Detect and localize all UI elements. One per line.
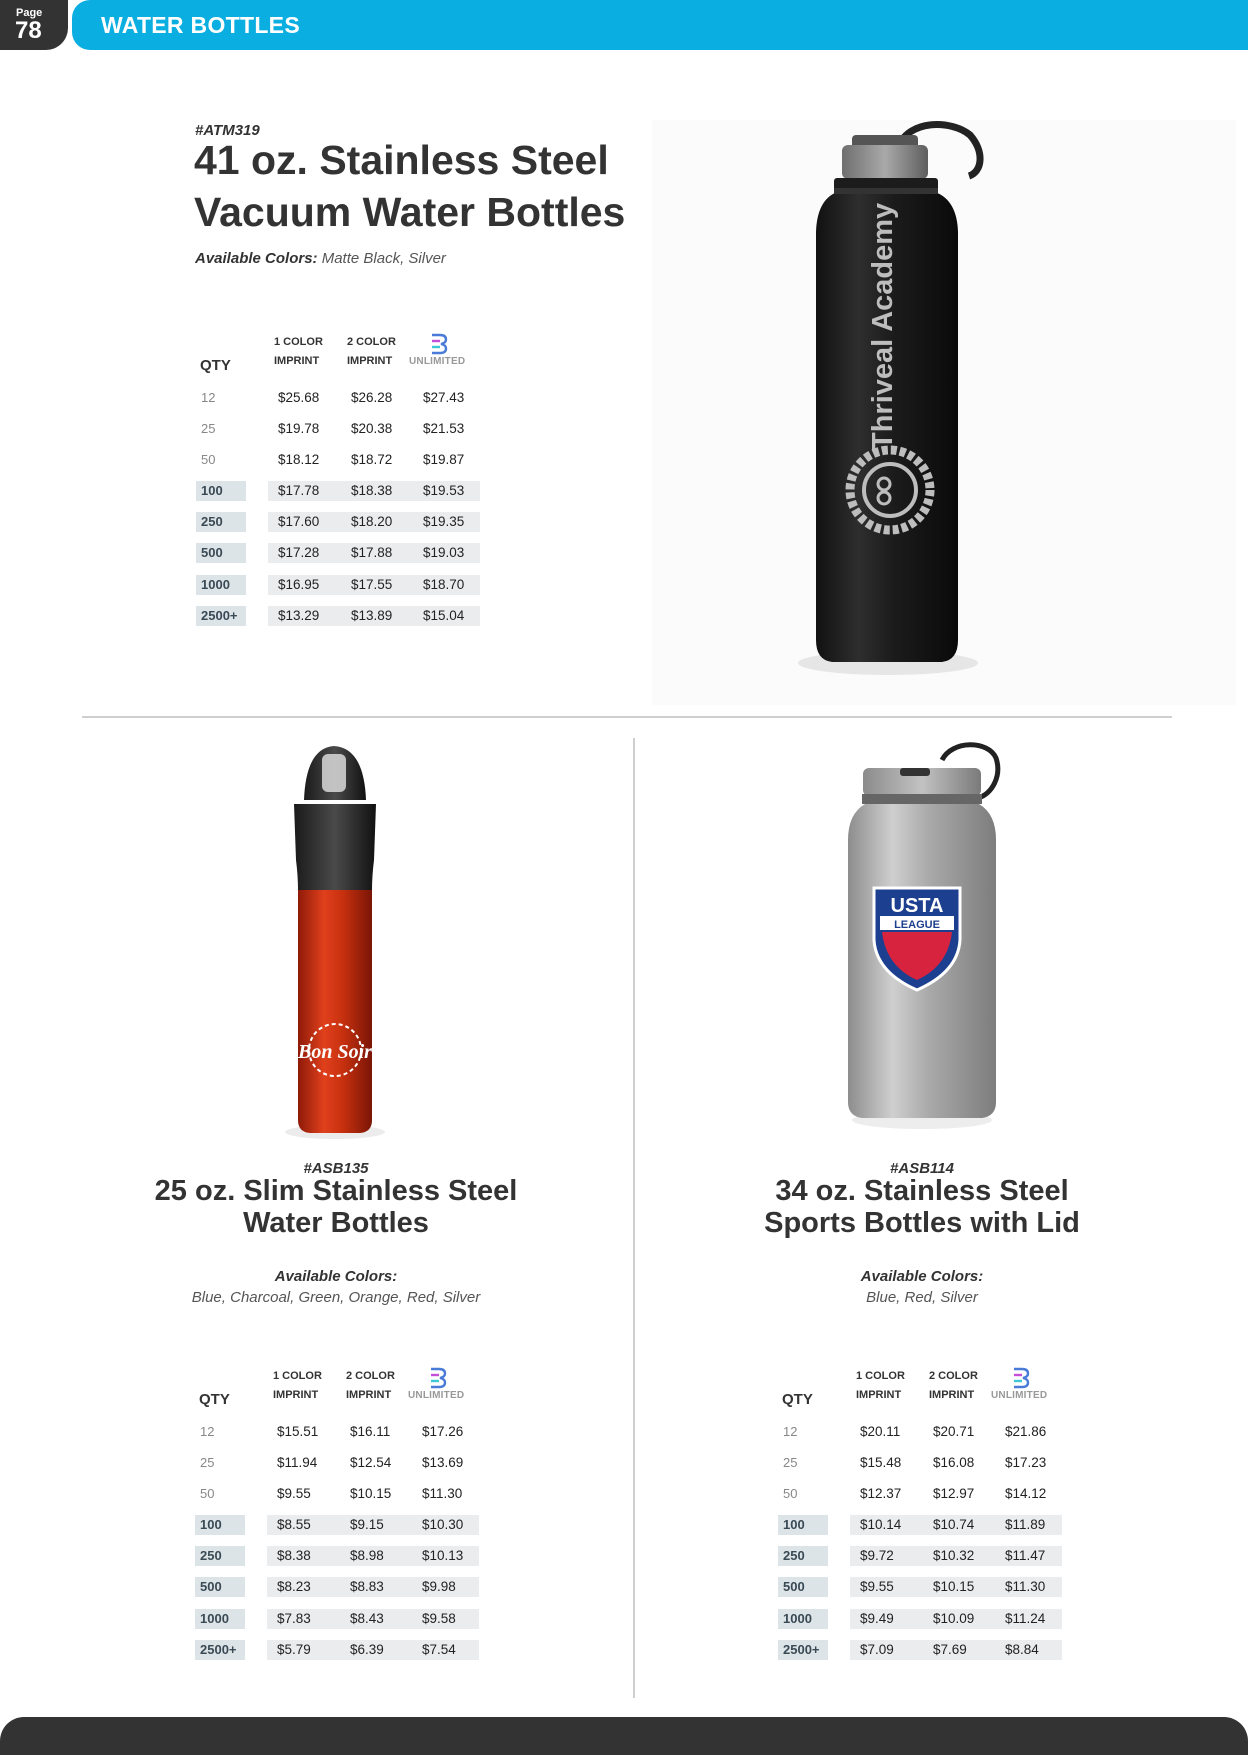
two-color-price: $8.98 — [350, 1548, 384, 1564]
one-color-price: $9.55 — [277, 1486, 311, 1502]
unlimited-price: $21.86 — [1005, 1424, 1047, 1439]
two-color-header — [346, 1367, 395, 1405]
unlimited-logo — [408, 1367, 478, 1407]
qty-cell: 2500+ — [195, 1640, 245, 1660]
two-color-price: $20.71 — [933, 1424, 975, 1439]
two-color-price: $12.54 — [350, 1455, 392, 1471]
unlimited-price: $21.53 — [423, 421, 465, 437]
unlimited-b-icon — [1012, 1367, 1030, 1389]
product-sku: #ASB135 — [303, 1160, 369, 1177]
header-line: IMPRINT — [346, 1389, 392, 1401]
unlimited-price: $14.12 — [1005, 1486, 1047, 1502]
header-line: IMPRINT — [273, 1389, 319, 1401]
price-row — [194, 538, 484, 569]
product-title — [136, 1175, 536, 1239]
available-colors-value: Blue, Red, Silver — [866, 1289, 978, 1306]
price-row — [193, 1604, 483, 1635]
header-line: 1 COLOR — [856, 1370, 905, 1382]
price-table-header — [776, 1367, 1066, 1417]
two-color-price: $10.74 — [933, 1517, 975, 1533]
qty-cell: 100 — [196, 481, 246, 501]
two-color-price: $20.38 — [351, 421, 393, 437]
section-title: WATER BOTTLES — [101, 12, 300, 38]
product-sku: #ASB114 — [890, 1160, 954, 1177]
qty-cell: 500 — [195, 1577, 245, 1597]
price-row — [776, 1541, 1066, 1572]
unlimited-price: $11.89 — [1005, 1517, 1046, 1533]
black-bottle-illustration — [652, 120, 1236, 705]
imprint-text-1: USTA — [890, 895, 944, 917]
unlimited-price: $17.23 — [1005, 1455, 1047, 1471]
two-color-price: $7.69 — [933, 1641, 967, 1657]
header-line: 1 COLOR — [274, 336, 323, 348]
product-image-black-bottle — [652, 120, 1236, 705]
one-color-price: $17.78 — [278, 483, 320, 499]
silver-bottle-illustration — [730, 740, 1110, 1150]
unlimited-price: $19.03 — [423, 545, 465, 561]
header-line: 2 COLOR — [347, 336, 396, 348]
product-image-orange-bottle — [128, 740, 548, 1150]
qty-cell: 12 — [201, 390, 216, 405]
one-color-price: $8.23 — [277, 1579, 311, 1595]
two-color-price: $26.28 — [351, 390, 393, 405]
price-table-header — [194, 333, 484, 383]
page-number-tab — [0, 0, 68, 50]
unlimited-price: $13.69 — [422, 1455, 464, 1471]
product-title — [194, 134, 654, 238]
unlimited-b-icon — [429, 1367, 447, 1389]
header-line: IMPRINT — [274, 355, 320, 367]
two-color-header — [347, 333, 396, 371]
product-title-line: 41 oz. Stainless Steel — [194, 137, 609, 183]
available-colors-label: Available Colors: — [860, 1268, 984, 1285]
unlimited-price: $10.13 — [422, 1548, 464, 1564]
page-number: 78 — [15, 17, 42, 44]
price-row — [194, 507, 484, 538]
qty-cell: 25 — [201, 421, 216, 437]
one-color-price: $9.55 — [860, 1579, 894, 1595]
two-color-price: $10.15 — [933, 1579, 975, 1595]
two-color-price: $8.83 — [350, 1579, 384, 1595]
two-color-price: $13.89 — [351, 607, 393, 623]
two-color-header — [929, 1367, 978, 1405]
unlimited-price: $11.30 — [1005, 1579, 1046, 1595]
product-title-line: 34 oz. Stainless Steel — [775, 1175, 1069, 1207]
two-color-price: $18.38 — [351, 483, 393, 499]
qty-cell: 1000 — [196, 575, 246, 595]
price-row — [776, 1635, 1066, 1666]
two-color-price: $18.20 — [351, 514, 393, 530]
qty-cell: 25 — [200, 1455, 215, 1471]
price-row — [194, 601, 484, 632]
one-color-header — [856, 1367, 905, 1405]
two-color-price: $10.09 — [933, 1610, 975, 1626]
two-color-price: $6.39 — [350, 1641, 384, 1657]
one-color-header — [273, 1367, 322, 1405]
product-title — [722, 1175, 1122, 1239]
unlimited-price: $9.58 — [422, 1610, 456, 1626]
header-line: 2 COLOR — [929, 1370, 978, 1382]
unlimited-price: $11.47 — [1005, 1548, 1046, 1564]
price-row — [193, 1572, 483, 1603]
one-color-price: $9.72 — [860, 1548, 894, 1564]
one-color-price: $18.12 — [278, 452, 320, 468]
qty-cell: 1000 — [195, 1609, 245, 1629]
one-color-price: $7.83 — [277, 1610, 311, 1626]
qty-cell: 100 — [195, 1515, 245, 1535]
unlimited-price: $18.70 — [423, 576, 465, 592]
qty-cell: 500 — [778, 1577, 828, 1597]
price-table-header — [193, 1367, 483, 1417]
price-row — [193, 1635, 483, 1666]
one-color-price: $11.94 — [277, 1455, 318, 1471]
vertical-divider — [633, 738, 635, 1698]
price-row — [776, 1510, 1066, 1541]
imprint-text: Bon Soir — [298, 1041, 372, 1063]
header-line: IMPRINT — [929, 1389, 975, 1401]
one-color-price: $13.29 — [278, 607, 320, 623]
unlimited-price: $9.98 — [422, 1579, 456, 1595]
two-color-price: $17.55 — [351, 576, 393, 592]
one-color-price: $15.48 — [860, 1455, 902, 1471]
page-label: Page — [16, 7, 43, 19]
two-color-price: $12.97 — [933, 1486, 975, 1502]
price-row — [776, 1417, 1066, 1448]
unlimited-b-icon — [430, 333, 448, 355]
two-color-price: $10.32 — [933, 1548, 975, 1564]
price-row — [193, 1417, 483, 1448]
qty-cell: 500 — [196, 543, 246, 563]
available-colors — [195, 250, 446, 267]
price-row — [193, 1479, 483, 1510]
one-color-price: $8.55 — [277, 1517, 311, 1533]
one-color-price: $10.14 — [860, 1517, 902, 1533]
price-row — [194, 445, 484, 476]
unlimited-price: $27.43 — [423, 390, 465, 405]
qty-cell: 12 — [783, 1424, 798, 1439]
imprint-text-2: LEAGUE — [894, 919, 940, 931]
price-table — [194, 333, 484, 632]
footer-bar — [0, 1717, 1248, 1755]
product-title-line: Sports Bottles with Lid — [764, 1207, 1080, 1239]
unlimited-price: $19.87 — [423, 452, 465, 468]
qty-cell: 250 — [778, 1546, 828, 1566]
two-color-price: $9.15 — [350, 1517, 384, 1533]
qty-cell: 1000 — [778, 1609, 828, 1629]
unlimited-price: $7.54 — [422, 1641, 456, 1657]
unlimited-logo — [409, 333, 479, 373]
one-color-price: $7.09 — [860, 1641, 894, 1657]
imprint-text: Thriveal Academy — [867, 202, 899, 450]
one-color-price: $17.28 — [278, 545, 320, 561]
product-title-line: Water Bottles — [243, 1207, 429, 1239]
qty-header: QTY — [200, 357, 231, 374]
one-color-price: $25.68 — [278, 390, 320, 405]
unlimited-price: $15.04 — [423, 607, 465, 623]
horizontal-divider — [82, 716, 1172, 718]
unlimited-logo-text: UNLIMITED — [991, 1390, 1048, 1401]
one-color-price: $17.60 — [278, 514, 320, 530]
price-row — [193, 1448, 483, 1479]
unlimited-logo-text: UNLIMITED — [409, 356, 466, 367]
price-table — [776, 1367, 1066, 1666]
one-color-price: $5.79 — [277, 1641, 311, 1657]
two-color-price: $8.43 — [350, 1610, 384, 1626]
one-color-price: $16.95 — [278, 576, 320, 592]
qty-cell: 250 — [195, 1546, 245, 1566]
section-header-bar — [72, 0, 1248, 50]
unlimited-price: $11.24 — [1005, 1610, 1046, 1626]
qty-cell: 250 — [196, 512, 246, 532]
price-row — [776, 1604, 1066, 1635]
orange-bottle-illustration — [128, 740, 548, 1150]
one-color-price: $15.51 — [277, 1424, 319, 1439]
one-color-price: $19.78 — [278, 421, 320, 437]
price-row — [776, 1479, 1066, 1510]
two-color-price: $10.15 — [350, 1486, 392, 1502]
qty-cell: 100 — [778, 1515, 828, 1535]
one-color-price: $20.11 — [860, 1424, 901, 1439]
product-image-silver-bottle — [730, 740, 1110, 1150]
one-color-price: $12.37 — [860, 1486, 902, 1502]
unlimited-price: $19.53 — [423, 483, 465, 499]
qty-cell: 12 — [200, 1424, 215, 1439]
available-colors-value: Blue, Charcoal, Green, Orange, Red, Silver — [191, 1289, 481, 1306]
unlimited-price: $11.30 — [422, 1486, 463, 1502]
one-color-price: $9.49 — [860, 1610, 894, 1626]
qty-header: QTY — [199, 1391, 230, 1408]
price-row — [776, 1448, 1066, 1479]
qty-cell: 50 — [200, 1486, 215, 1502]
one-color-price: $8.38 — [277, 1548, 311, 1564]
unlimited-price: $19.35 — [423, 514, 465, 530]
product-title-line: Vacuum Water Bottles — [194, 189, 626, 235]
unlimited-logo-text: UNLIMITED — [408, 1390, 465, 1401]
header-line: IMPRINT — [856, 1389, 902, 1401]
qty-header: QTY — [782, 1391, 813, 1408]
unlimited-price: $8.84 — [1005, 1641, 1039, 1657]
qty-cell: 2500+ — [196, 606, 246, 626]
unlimited-logo — [991, 1367, 1061, 1407]
qty-cell: 25 — [783, 1455, 798, 1471]
price-row — [194, 476, 484, 507]
available-colors-label: Available Colors: — [274, 1268, 398, 1285]
two-color-price: $16.08 — [933, 1455, 975, 1471]
price-row — [194, 414, 484, 445]
unlimited-price: $10.30 — [422, 1517, 464, 1533]
product-title-line: 25 oz. Slim Stainless Steel — [154, 1175, 518, 1207]
price-row — [194, 383, 484, 414]
unlimited-price: $17.26 — [422, 1424, 464, 1439]
two-color-price: $16.11 — [350, 1424, 391, 1439]
price-table — [193, 1367, 483, 1666]
header-line: IMPRINT — [347, 355, 393, 367]
two-color-price: $17.88 — [351, 545, 393, 561]
qty-cell: 2500+ — [778, 1640, 828, 1660]
available-colors-value: Matte Black, Silver — [321, 250, 446, 267]
qty-cell: 50 — [783, 1486, 798, 1502]
header-line: 2 COLOR — [346, 1370, 395, 1382]
one-color-header — [274, 333, 323, 371]
product-sku: #ATM319 — [195, 122, 260, 139]
price-row — [776, 1572, 1066, 1603]
price-row — [193, 1510, 483, 1541]
price-row — [194, 570, 484, 601]
qty-cell: 50 — [201, 452, 216, 468]
two-color-price: $18.72 — [351, 452, 393, 468]
header-line: 1 COLOR — [273, 1370, 322, 1382]
available-colors-label: Available Colors: — [195, 250, 318, 267]
price-row — [193, 1541, 483, 1572]
